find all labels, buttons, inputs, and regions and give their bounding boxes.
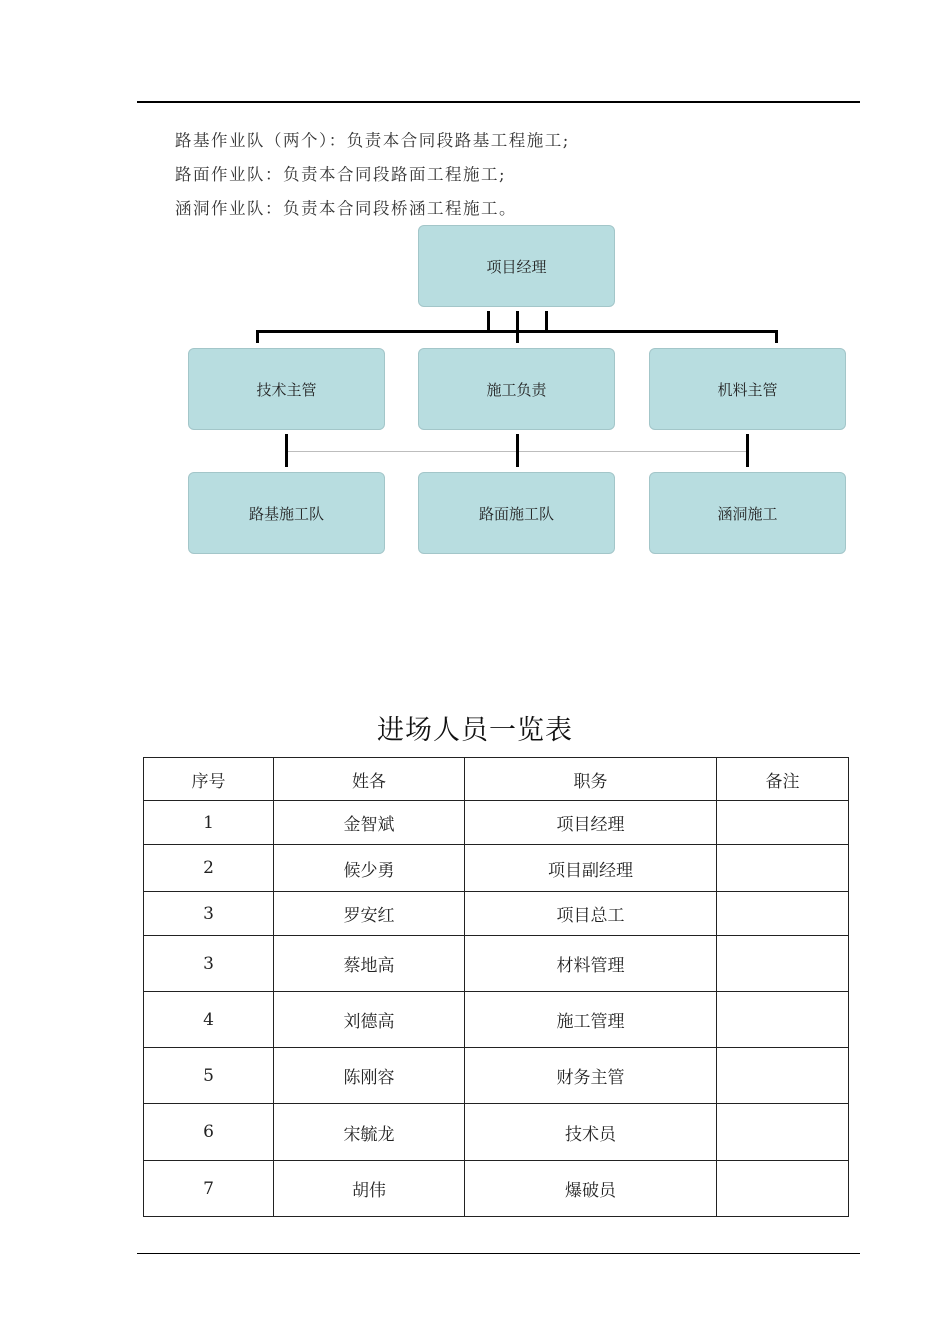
connector xyxy=(487,311,490,332)
cell-index: 4 xyxy=(144,992,274,1048)
cell-name: 金智斌 xyxy=(274,801,465,845)
cell-remarks xyxy=(717,1104,849,1161)
header-name: 姓各 xyxy=(274,758,465,801)
cell-name: 蔡地高 xyxy=(274,936,465,992)
cell-index: 5 xyxy=(144,1048,274,1104)
org-node-pavement-team: 路面施工队 xyxy=(418,472,615,554)
table-header-row xyxy=(144,758,849,801)
header-index: 序号 xyxy=(144,758,274,801)
org-node-roadbed-team: 路基施工队 xyxy=(188,472,385,554)
cell-index: 2 xyxy=(144,845,274,892)
cell-position: 财务主管 xyxy=(465,1048,717,1104)
connector xyxy=(746,434,749,467)
paragraph-pavement-team: 路面作业队：负责本合同段路面工程施工; xyxy=(175,165,507,184)
cell-remarks xyxy=(717,936,849,992)
connector xyxy=(545,311,548,332)
connector xyxy=(516,434,519,467)
cell-index: 3 xyxy=(144,936,274,992)
cell-remarks xyxy=(717,1048,849,1104)
cell-position: 材料管理 xyxy=(465,936,717,992)
cell-remarks xyxy=(717,845,849,892)
cell-position: 爆破员 xyxy=(465,1161,717,1217)
header-position: 职务 xyxy=(465,758,717,801)
cell-index: 7 xyxy=(144,1161,274,1217)
cell-remarks xyxy=(717,892,849,936)
cell-position: 项目副经理 xyxy=(465,845,717,892)
org-node-materials-lead: 机料主管 xyxy=(649,348,846,430)
cell-position: 项目总工 xyxy=(465,892,717,936)
table-title: 进场人员一览表 xyxy=(377,715,573,746)
cell-name: 陈刚容 xyxy=(274,1048,465,1104)
table-row xyxy=(144,1048,849,1104)
cell-position: 技术员 xyxy=(465,1104,717,1161)
cell-index: 1 xyxy=(144,801,274,845)
table-row xyxy=(144,801,849,845)
cell-remarks xyxy=(717,992,849,1048)
org-node-construction-lead: 施工负责 xyxy=(418,348,615,430)
footer-rule xyxy=(137,1253,860,1254)
table-row xyxy=(144,936,849,992)
connector xyxy=(285,434,288,467)
connector xyxy=(775,330,778,343)
header-rule xyxy=(137,101,860,103)
cell-position: 项目经理 xyxy=(465,801,717,845)
connector xyxy=(256,330,778,333)
table-row xyxy=(144,845,849,892)
cell-remarks xyxy=(717,801,849,845)
org-node-culvert-team: 涵洞施工 xyxy=(649,472,846,554)
cell-position: 施工管理 xyxy=(465,992,717,1048)
cell-name: 刘德高 xyxy=(274,992,465,1048)
cell-name: 罗安红 xyxy=(274,892,465,936)
table-row xyxy=(144,1161,849,1217)
org-node-technical-lead: 技术主管 xyxy=(188,348,385,430)
table-row xyxy=(144,1104,849,1161)
cell-name: 胡伟 xyxy=(274,1161,465,1217)
table-row xyxy=(144,992,849,1048)
paragraph-roadbed-team: 路基作业队（两个）：负责本合同段路基工程施工; xyxy=(175,131,570,150)
cell-name: 宋毓龙 xyxy=(274,1104,465,1161)
connector xyxy=(516,311,519,343)
cell-name: 候少勇 xyxy=(274,845,465,892)
header-remarks: 备注 xyxy=(717,758,849,801)
paragraph-culvert-team: 涵洞作业队：负责本合同段桥涵工程施工。 xyxy=(175,199,517,218)
cell-remarks xyxy=(717,1161,849,1217)
personnel-table xyxy=(143,757,849,1217)
cell-index: 3 xyxy=(144,892,274,936)
org-node-project-manager: 项目经理 xyxy=(418,225,615,307)
table-row xyxy=(144,892,849,936)
connector xyxy=(256,330,259,343)
cell-index: 6 xyxy=(144,1104,274,1161)
